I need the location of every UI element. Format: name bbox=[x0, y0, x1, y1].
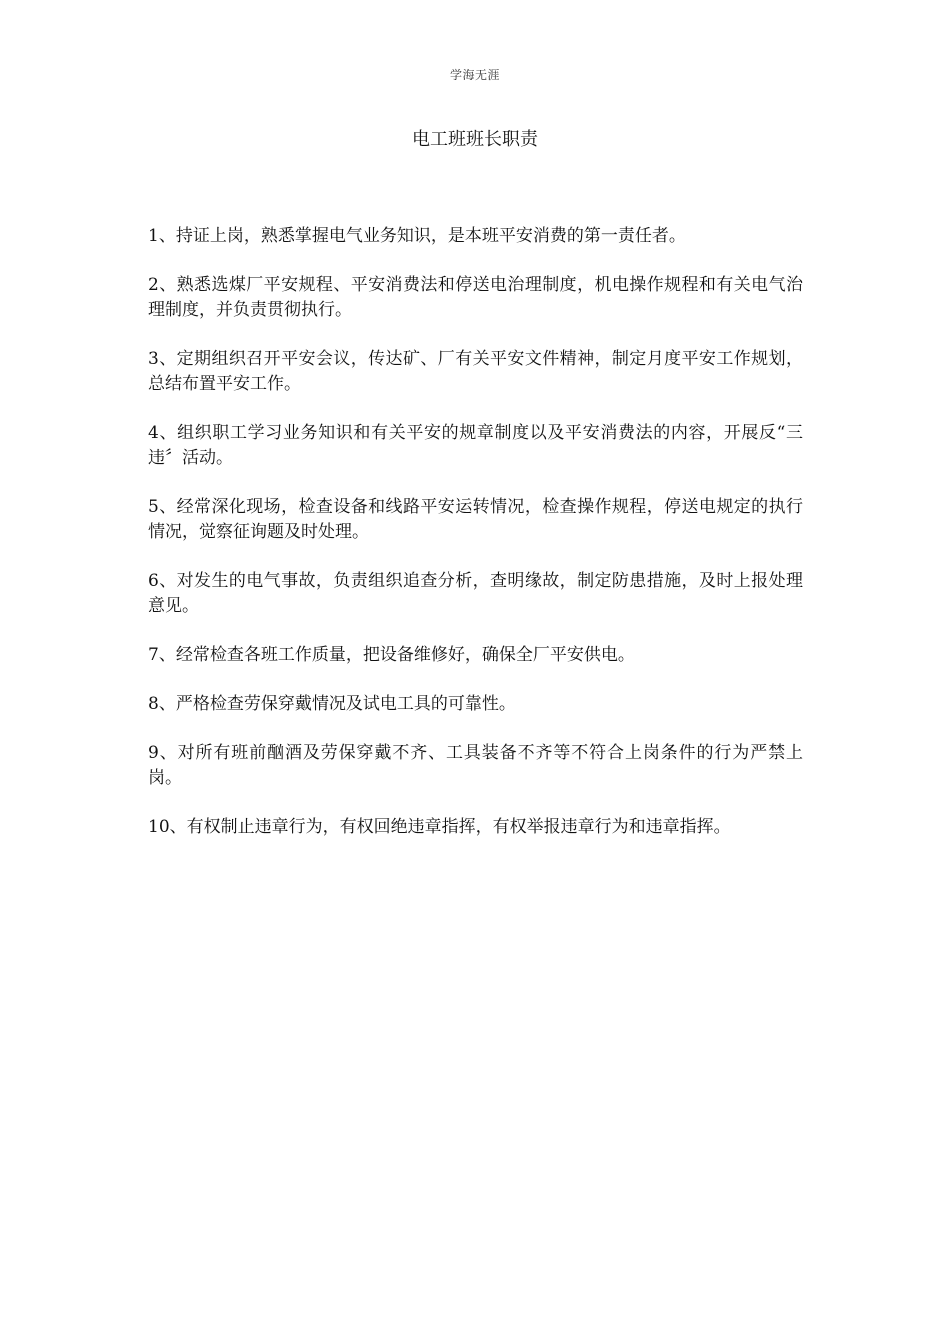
duty-item-10: 10、有权制止违章行为，有权回绝违章指挥，有权举报违章行为和违章指挥。 bbox=[148, 817, 731, 837]
page-header: 学海无涯 bbox=[449, 68, 500, 82]
document-title: 电工班班长职责 bbox=[412, 129, 538, 150]
duty-item-1: 1、持证上岗，熟悉掌握电气业务知识，是本班平安消费的第一责任者。 bbox=[148, 226, 686, 246]
duty-item-9: 9、对所有班前酗酒及劳保穿戴不齐、工具装备不齐等不符合上岗条件的行为严禁上岗。 bbox=[148, 743, 803, 788]
duty-list bbox=[148, 224, 803, 864]
duty-item-2: 2、熟悉选煤厂平安规程、平安消费法和停送电治理制度，机电操作规程和有关电气治理制度，并负责贯彻执行。 bbox=[148, 275, 803, 320]
duty-item-8: 8、严格检查劳保穿戴情况及试电工具的可靠性。 bbox=[148, 694, 516, 714]
duty-item-7: 7、经常检查各班工作质量，把设备维修好，确保全厂平安供电。 bbox=[148, 645, 635, 665]
duty-item-6: 6、对发生的电气事故，负责组织追查分析，查明缘故，制定防患措施，及时上报处理意见。 bbox=[148, 571, 803, 616]
duty-item-4: 4、组织职工学习业务知识和有关平安的规章制度以及平安消费法的内容，开展反“三违〞活动。 bbox=[148, 423, 803, 468]
duty-item-3: 3、定期组织召开平安会议，传达矿、厂有关平安文件精神，制定月度平安工作规划，总结布置平安工作。 bbox=[148, 349, 803, 394]
duty-item-5: 5、经常深化现场，检查设备和线路平安运转情况，检查操作规程，停送电规定的执行情况，觉察征询题及时处理。 bbox=[148, 497, 803, 542]
